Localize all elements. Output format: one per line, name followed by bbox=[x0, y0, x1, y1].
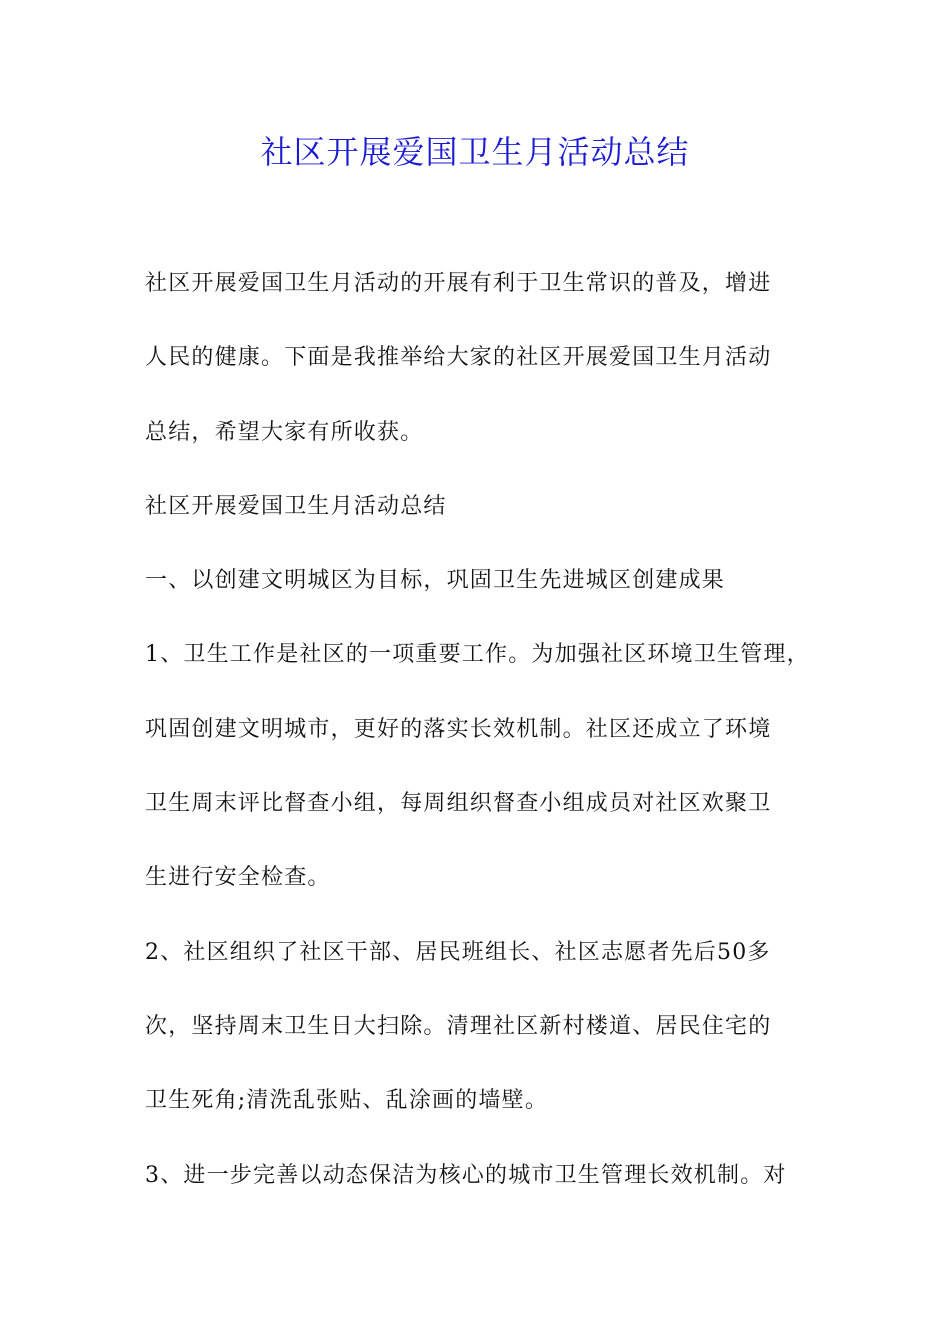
paragraph-line: 1、卫生工作是社区的一项重要工作。为加强社区环境卫生管理， bbox=[145, 642, 810, 668]
paragraph-line: 巩固创建文明城市，更好的落实长效机制。社区还成立了环境 bbox=[145, 716, 772, 742]
paragraph-line: 3、进一步完善以动态保洁为核心的城市卫生管理长效机制。对 bbox=[145, 1162, 787, 1188]
paragraph-line: 次，坚持周末卫生日大扫除。清理社区新村楼道、居民住宅的 bbox=[145, 1013, 772, 1039]
paragraph-line: 卫生周末评比督查小组，每周组织督查小组成员对社区欢聚卫 bbox=[145, 791, 772, 817]
paragraph-line: 生进行安全检查。 bbox=[145, 865, 331, 891]
paragraph-line: 卫生死角;清洗乱张贴、乱涂画的墙壁。 bbox=[145, 1088, 549, 1114]
paragraph-line: 社区开展爱国卫生月活动的开展有利于卫生常识的普及，增进 bbox=[145, 271, 772, 296]
section-heading: 社区开展爱国卫生月活动总结 bbox=[145, 493, 447, 519]
document-body bbox=[145, 262, 815, 1228]
paragraph-line: 2、社区组织了社区干部、居民班组长、社区志愿者先后50多 bbox=[145, 939, 771, 965]
paragraph-line: 总结，希望大家有所收获。 bbox=[145, 419, 424, 445]
document-title: 社区开展爱国卫生月活动总结 bbox=[260, 133, 690, 171]
paragraph-line: 人民的健康。下面是我推举给大家的社区开展爱国卫生月活动 bbox=[145, 345, 772, 371]
section-heading: 一、以创建文明城区为目标，巩固卫生先进城区创建成果 bbox=[145, 568, 726, 594]
